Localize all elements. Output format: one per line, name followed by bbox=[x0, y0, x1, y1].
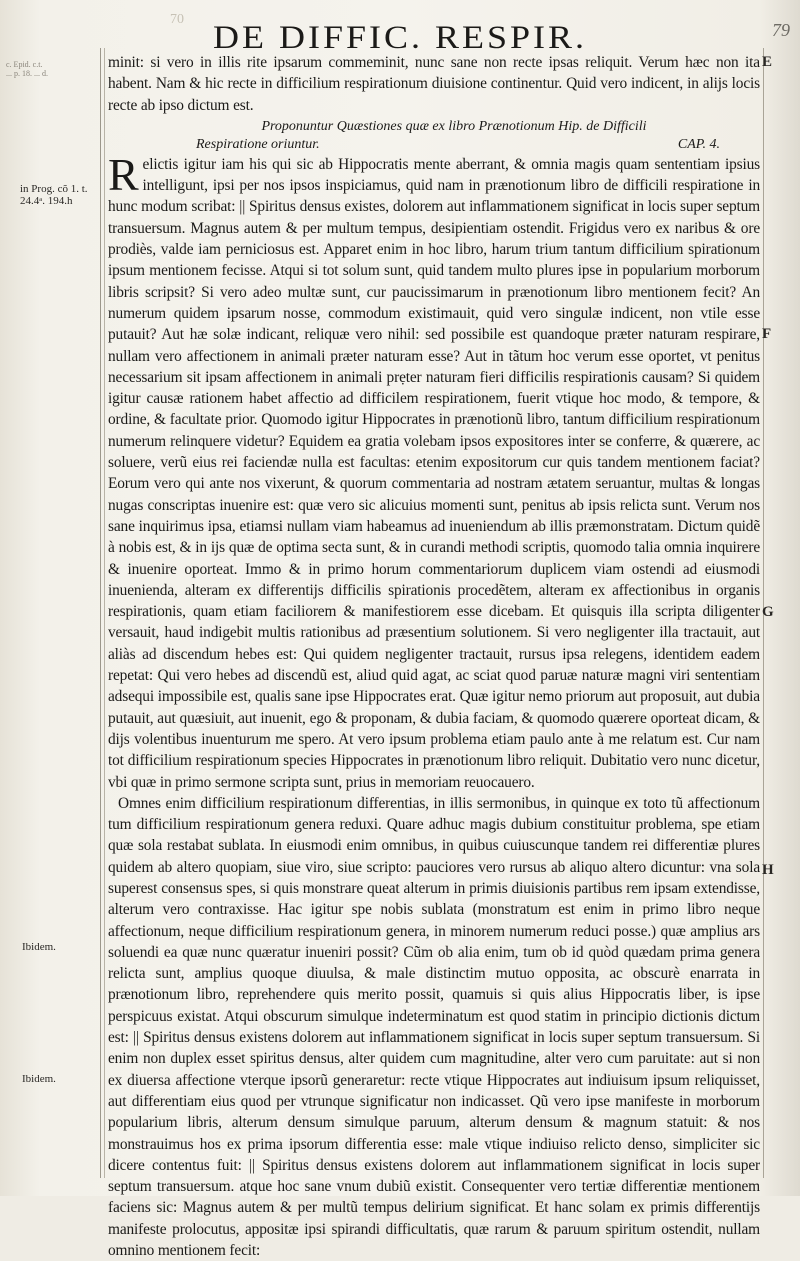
chapter-title: Proponuntur Quæstiones quæ ex libro Prænotionum Hip. de Difficili bbox=[261, 118, 647, 134]
margin-rule-inner bbox=[104, 48, 105, 1178]
intro-paragraph: minit: si vero in illis rite ipsarum commeminit, nunc sane non recte ipsas reliquit. Verum hæc non ita habent. Nam & hic recte in difficilium respirationum diuisione continentur. Quid vero indicent, in alijs locis recte ab ipso dictum est. bbox=[108, 54, 760, 114]
bleed-through-folio: 70 bbox=[170, 12, 184, 27]
paragraph-2: Omnes enim difficilium respirationum differentias, in illis sermonibus, in quinque ex toto tũ affectionum tum difficilium respirationum genera reduxi. Quare adhuc magis dubium constituitur problema, spe etiam quæ sola restabat sublata. In eiusmodi enim omnibus, in quibus cuiuscunque tandem rei differentiæ plures quidem ab altero quopiam, siue viro, siue scripto: pauciores vero rursus ab aliquo altero dicuntur: vna sola superest consensus spes, si quis monstrare queat alterum in primis diuisionis partibus rem ipsam extendisse, alterum vero contraxisse. Hac igitur spe nobis sublata (monstratum est enim in primo libro neque affectionum, neque difficilium respirationum genera, in minorem numerum reduci posse.) quæ amplius ars soluendi ea quæ nunc quæratur inueniri possit? Cũm ob alia enim, tum ob id quòd quædam prima genera relicta sunt, amplius quoque diuulsa, & male distinctim mutuo opposita, ac obscurè enarrata in prænotionum libro, reprehendere quis merito possit, quamuis si quis alius Hippocratis liber, is ipse perspicuus existat. Atqui obscurum simulque indeterminatum est quod statim in principio dictionis dictum est: || Spiritus densus existens dolorem aut inflammationem significat in locis super septum transuersum. Si enim non duplex esset spiritus densus, alter quidem cum magnitudine, alter vero cum paruitate: aut si non ex diuersa affectione vterque ipsorũ generaretur: recte vtique Hippocrates aut indiuisum ipsum reliquisset, aut differentiam eius quod per vtrunque significatur non indicasset. Qũ vero ipse manifeste in morborum popularium libris, alterum densum simulque paruum, alterum densum & magnum statuit: & nos monstrauimus hos ex prima ipsorum differentia esse: male vtique indiuiso relicto denso, simpliciter sic dicere contentus fuit: || Spiritus densus existens dolorem aut inflammationem significat in locis super septum transuersum. atque hoc sane vnum dubiũ existit. Consequenter vero tertiæ differentiæ mentionem faciens sic: Magnus autem & per multũ tempus delirium significat. Et hanc solam ex primis differentijs manifeste prolocutus, appositæ ipsi spirandi difficultatis, quæ rarum & paruum spiritum ostendit, nullam omnino mentionem fecit: bbox=[108, 794, 760, 1260]
margin-letter-h: H bbox=[762, 862, 774, 878]
margin-letter-f: F bbox=[762, 326, 772, 342]
drop-cap: R bbox=[108, 148, 139, 200]
margin-note-ibidem-2: Ibidem. bbox=[22, 1073, 56, 1085]
running-head: DE DIFFIC. RESPIR. bbox=[212, 18, 588, 56]
chapter-number: CAP. 4. bbox=[677, 136, 720, 152]
paragraph-1-text: elictis igitur iam his qui sic ab Hippocratis mente aberrant, & omnia magis quam sententiam ipsius intelligunt, ipsi per nos ipsos inspiciamus, quid nam in prænotionum libro de difficili respiratione in hunc modum scribat: || Spiritus densus existes, dolorem aut inflammationem significat in locis super septum transuersum. Magnus autem & per multum tempus, desipientiam ostendit. Frigidus vero ex naribus & ore prodiès, valde iam perniciosus est. Apparet enim in hoc libro, harum trium tantum difficilium spirationum ipsum mentionem fecisse. Atqui si tot solum sunt, quid tandem multo plures ipse in popularium morborum libris scripsit? Si vero adeo multæ sunt, cur paucissimarum in prænotionum libro mentionem fecit? An numerum quidem ipsarum nosse, commodum existimauit, quid vero singulæ indicent, non vtile esse putauit? Aut hæ solæ indicant, reliquæ vero nihil: sed possibile est quandoque præter naturam respirare, nullam vero affectionem in animali præter naturam esse? Aut in tãtum hoc verum esse oportet, vt penitus necessarium sit ipsam affectionem in animali prẹter naturam fieri difficilis respirationis causam? Si quidem igitur causæ rationem habet affectio ad difficilem respirationem, fuerit vtique hoc modo, & tempore, & ordine, & facultate prior. Quomodo igitur Hippocrates in prænotionũ libro, tantum difficilium respirationum numerum relinquere videtur? Equidem ea gratia volebam ipsos expositores inter se conferre, & quærere, ac soluere, verũ eius rei faciendæ nulla est facultas: etenim expositorum cur quis tandem mentionem faciat? Eorum vero qui ante nos vixerunt, & quorum commentaria ad nostram ætatem seruantur, multas & longas nugas conscriptas inuenire est: quæ vero sic alicuius momenti sunt, penitus ab ipsis relicta sunt. Verum nos sane inquirimus ipsa, etiamsi nullam viam habeamus ad inueniendum ab illis præmonstratam. Dictum quidẽ à nobis est, & in ijs quæ de optima secta sunt, & in curandi methodi scriptis, quomodo talia omnia inquirere & inuenire oporteat. Immo & in primo horum commentariorum duplicem viam ostendi ad eiusmodi inuenienda, alteram ex differentijs difficilis spirationis procedẽtem, alteram ex affectionibus in organis respirationis, quam etiam faciliorem & manifestiorem esse dicebam. Et quisquis illa scripta diligenter versauit, haud indigebit multis rationibus ad præsentium solutionem. Si vero negligenter illa tractauit, aut aliàs ad discendum hebes est: Qui quidem negligenter tractauit, rursus ipsa relegens, identidem eadem repetat: Qui vero hebes ad discendũ est, aliud quid agat, ac sciat quod paruæ naturæ magni viri sententiam adsequi impossibile est, qualis sane ipse Hippocrates erat. Quæ igitur nemo priorum aut proposuit, aut dubia putauit, aut quæsiuit, aut inuenit, ego & proponam, & dubia faciam, & quomodo quærere oporteat dicam, & dijs volentibus inuenturum me spero. At vero ipsum problema etiam paulo ante à me relatum est. Cur nam tot difficilium respirationum species Hippocrates in prænotionum libro reliquit. Dubitatio vero nunc dicetur, vbi quæ in primo sermone scripta sunt, prius in memoriam reuocauero. bbox=[108, 155, 760, 791]
paragraph-1 bbox=[108, 148, 760, 793]
chapter-subtitle-row bbox=[108, 136, 760, 154]
margin-rule bbox=[100, 48, 101, 1178]
margin-note-top: c. Epid. c.t. ... p. 18. ... d. bbox=[6, 60, 48, 78]
page-header bbox=[0, 6, 800, 56]
margin-note-ibidem-1: Ibidem. bbox=[22, 941, 56, 953]
main-text bbox=[108, 52, 760, 1261]
margin-note-prog: in Prog. cõ 1. t. 24.4ᵃ. 194.h bbox=[20, 183, 88, 207]
margin-letter-e: E bbox=[762, 54, 773, 70]
page-number: 79 bbox=[772, 20, 790, 40]
margin-letter-g: G bbox=[762, 604, 774, 620]
chapter-subtitle: Respiratione oriuntur. bbox=[196, 136, 320, 152]
